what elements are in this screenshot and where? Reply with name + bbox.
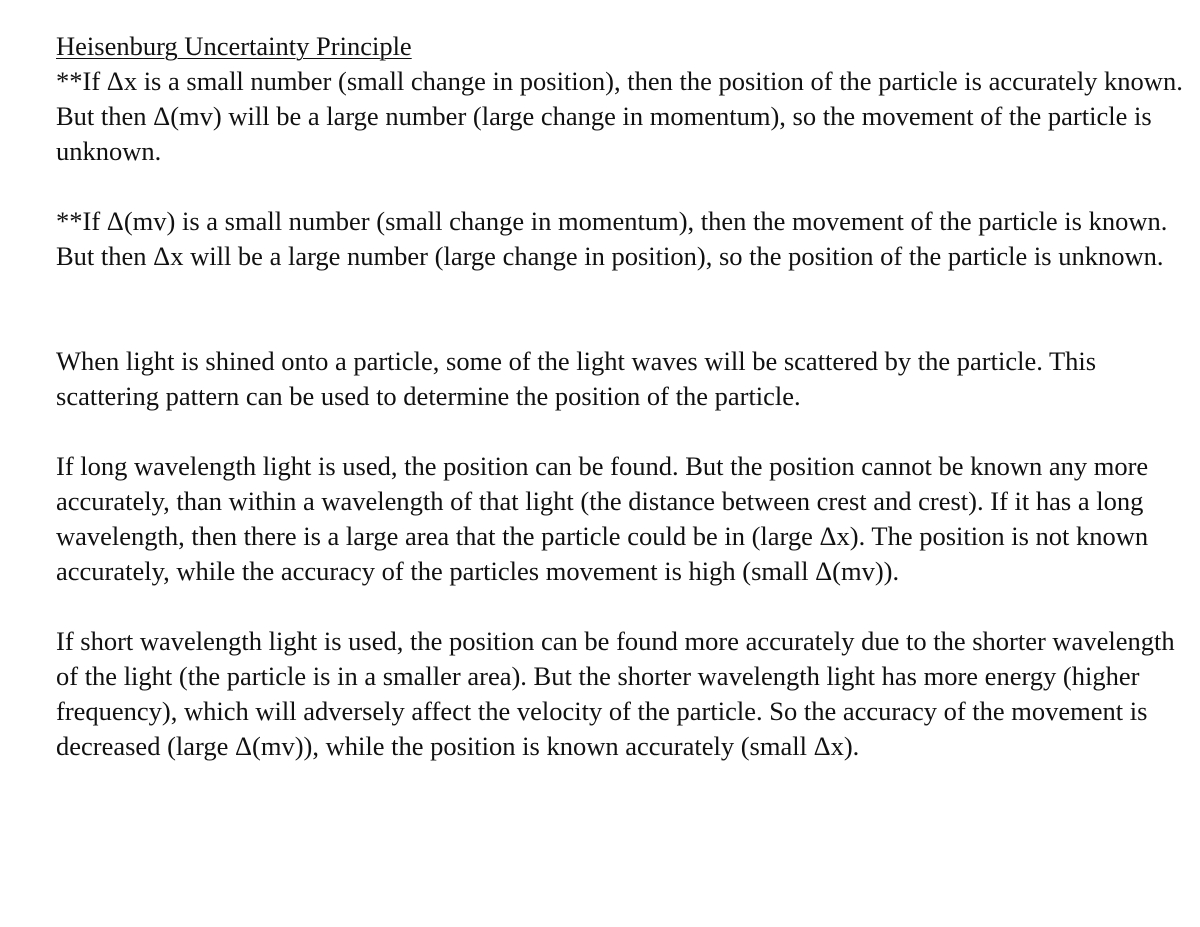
paragraph-small-momentum-change: **If Δ(mv) is a small number (small change in momentum), then the movement of the particle is known. But then Δx will be a large number (large change in position), so the position of the particle is unknown. — [56, 206, 1168, 271]
paragraph-light-scattering: When light is shined onto a particle, some of the light waves will be scattered by the particle. This scattering pattern can be used to determine the position of the particle. — [56, 346, 1097, 411]
paragraph-spacer — [56, 169, 1186, 204]
paragraph-spacer — [56, 589, 1186, 624]
paragraph-short-wavelength: If short wavelength light is used, the position can be found more accurately due to the shorter wavelength of the light (the particle is in a smaller area). But the shorter wavelength light has more energy (higher frequency), which will adversely affect the velocity of the particle. So the accuracy of the movement is decreased (large Δ(mv)), while the position is known accurately (small Δx). — [56, 626, 1175, 761]
document-title: Heisenburg Uncertainty Principle — [56, 31, 412, 61]
paragraph-spacer — [56, 414, 1186, 449]
paragraph-small-position-change: **If Δx is a small number (small change in position), then the position of the particle is accurately known. But then Δ(mv) will be a large number (large change in momentum), so the movement of the particle is unknown. — [56, 66, 1183, 166]
paragraph-spacer — [56, 274, 1186, 344]
document-page — [56, 29, 1186, 764]
paragraph-long-wavelength: If long wavelength light is used, the position can be found. But the position cannot be known any more accurately, than within a wavelength of that light (the distance between crest and crest). If it has a long wavelength, then there is a large area that the particle could be in (large Δx). The position is not known accurately, while the accuracy of the particles movement is high (small Δ(mv)). — [56, 451, 1149, 586]
